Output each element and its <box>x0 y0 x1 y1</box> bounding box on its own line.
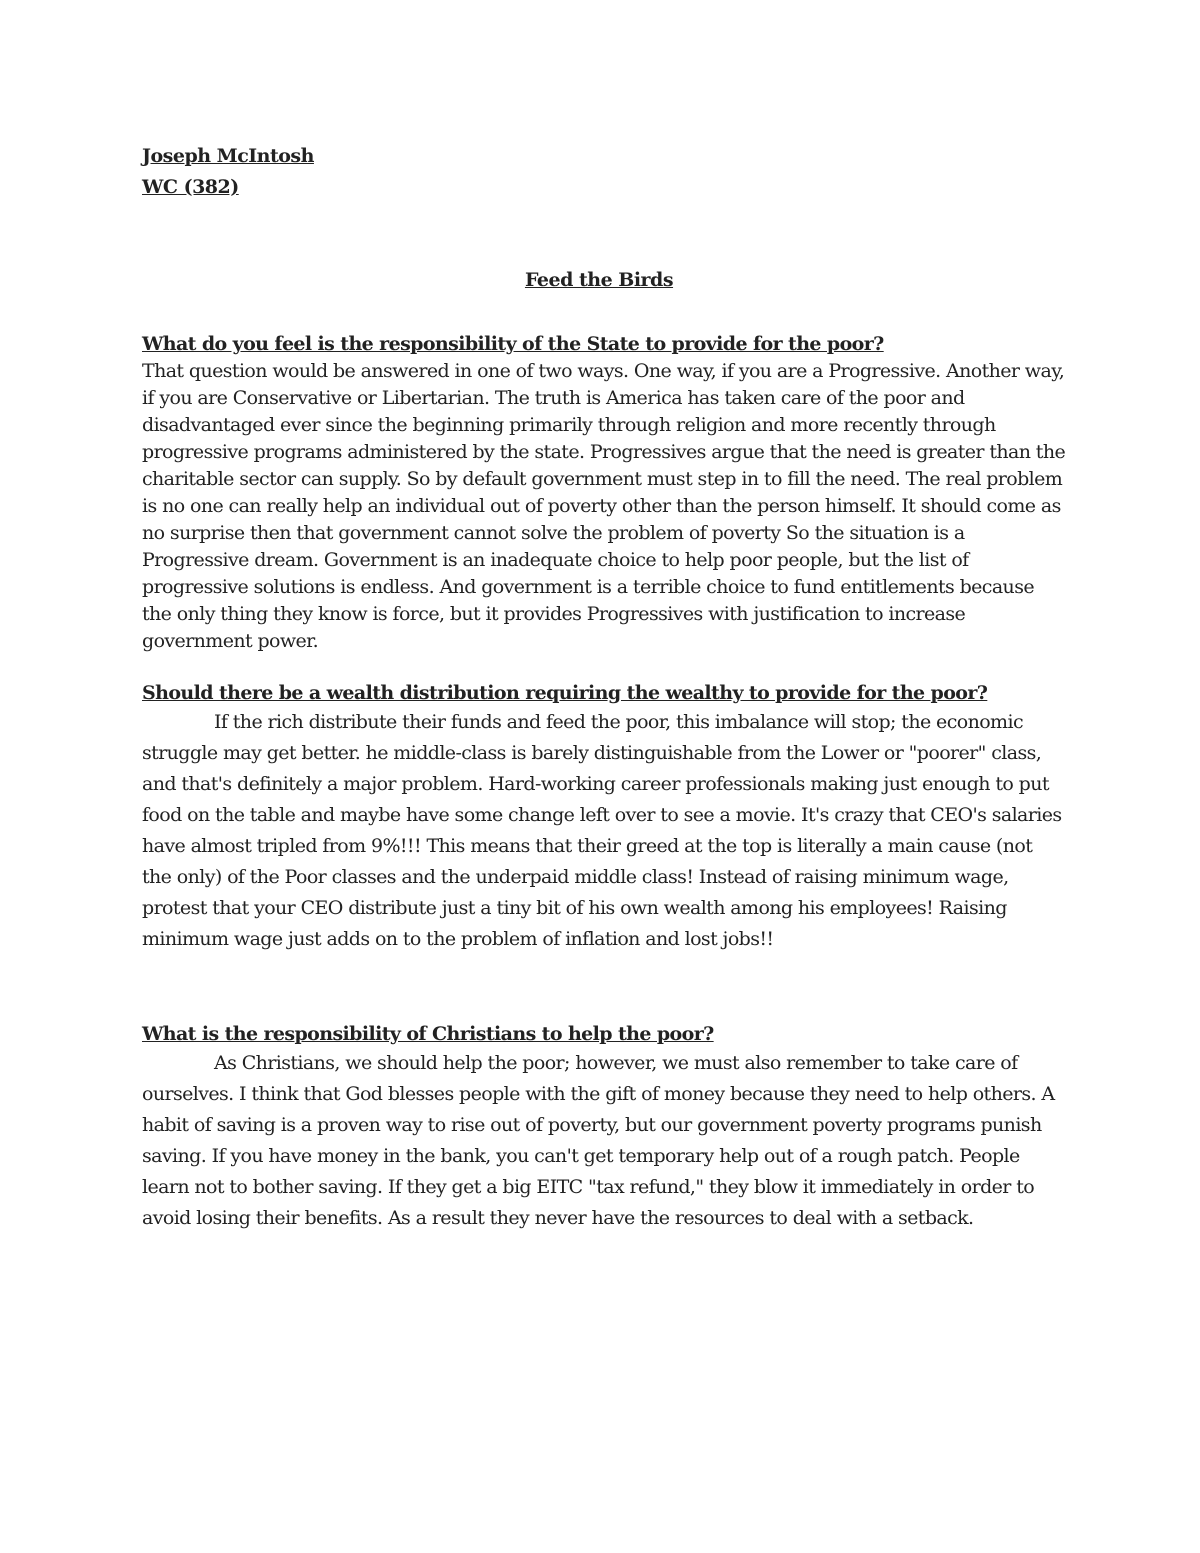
section-question: What is the responsibility of Christians to help the poor? <box>142 1023 714 1045</box>
course-code: WC (382) <box>142 176 239 198</box>
section-wealth-distribution <box>142 680 1066 955</box>
section-christian-responsibility <box>142 1021 1066 1234</box>
section-answer: As Christians, we should help the poor; however, we must also remember to take care of ourselves. I think that God blesses people with the gift of money because they need to help others. A habit of saving is a proven way to rise out of poverty, but our government poverty programs punish saving. If you have money in the bank, you can't get temporary help out of a rough patch. People learn not to bother saving. If they get a big EITC "tax refund," they blow it immediately in order to avoid losing their benefits. As a result they never have the resources to deal with a setback. <box>142 1052 1055 1229</box>
section-question: Should there be a wealth distribution requiring the wealthy to provide for the poor? <box>142 682 988 704</box>
section-answer: If the rich distribute their funds and feed the poor, this imbalance will stop; the economic struggle may get better. he middle-class is barely distinguishable from the Lower or "poorer" class, and that's definitely a major problem. Hard-working career professionals making just enough to put food on the table and maybe have some change left over to see a movie. It's crazy that CEO's salaries have almost tripled from 9%!!! This means that their greed at the top is literally a main cause (not the only) of the Poor classes and the underpaid middle class! Instead of raising minimum wage, protest that your CEO distribute just a tiny bit of his own wealth among his employees! Raising minimum wage just adds on to the problem of inflation and lost jobs!! <box>142 711 1062 950</box>
author-name: Joseph McIntosh <box>142 145 314 167</box>
document-title: Feed the Birds <box>524 269 674 291</box>
section-state-responsibility <box>142 331 1066 655</box>
section-answer: That question would be answered in one of two ways. One way, if you are a Progressive. Another way, if you are Conservative or Libertarian. The truth is America has taken care of the poor and disadvantaged ever since the beginning primarily through religion and more recently through progressive programs administered by the state. Progressives argue that the need is greater than the charitable sector can supply. So by default government must step in to fill the need. The real problem is no one can really help an individual out of poverty other than the person himself. It should come as no surprise then that government cannot solve the problem of poverty So the situation is a Progressive dream. Government is an inadequate choice to help poor people, but the list of progressive solutions is endless. And government is a terrible choice to fund entitlements because the only thing they know is force, but it provides Progressives with justification to increase government power. <box>142 360 1066 652</box>
section-question: What do you feel is the responsibility of the State to provide for the poor? <box>142 333 884 355</box>
